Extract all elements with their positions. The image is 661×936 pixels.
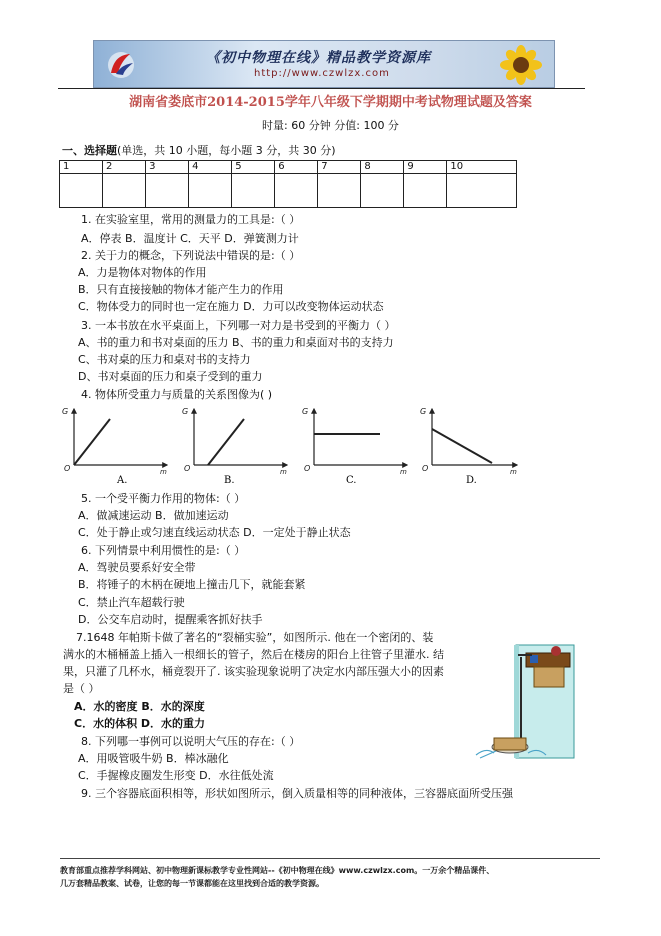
question-3: 3. 一本书放在水平桌面上，下列哪一对力是书受到的平衡力（ ） <box>81 319 396 332</box>
grid-cell: 1 <box>60 161 103 174</box>
question-2-option-a: A．力是物体对物体的作用 <box>78 266 207 279</box>
site-banner <box>93 40 555 88</box>
question-3-options-ab: A、书的重力和书对桌面的压力 B、书的重力和桌面对书的支持力 <box>78 336 394 349</box>
site-logo-icon <box>106 49 136 79</box>
answer-cell[interactable] <box>361 174 404 208</box>
question-8: 8. 下列哪一事例可以说明大气压的存在:（ ） <box>81 735 301 748</box>
pascal-barrel-illustration <box>466 643 576 761</box>
question-9: 9. 三个容器底面积相等，形状如图所示，倒入质量相等的同种液体，三容器底面所受压强 <box>81 787 513 800</box>
answer-cell[interactable] <box>60 174 103 208</box>
question-2-option-b: B．只有直接接触的物体才能产生力的作用 <box>78 283 284 296</box>
grid-cell: 9 <box>404 161 447 174</box>
banner-url[interactable]: http://www.czwlzx.com <box>254 68 390 79</box>
section-note: (单选，共 10 小题，每小题 3 分，共 30 分) <box>117 144 336 157</box>
svg-text:G: G <box>302 407 309 416</box>
grid-cell: 8 <box>361 161 404 174</box>
question-6-option-c: C．禁止汽车超载行驶 <box>78 596 185 609</box>
question-7-line-2: 满水的木桶桶盖上插入一根细长的管子，然后在楼房的阳台上往管子里灌水. 结 <box>63 648 444 661</box>
answer-grid <box>59 160 517 208</box>
question-7-line-1: 7.1648 年帕斯卡做了著名的“裂桶实验”，如图所示. 他在一个密闭的、装 <box>76 631 434 644</box>
footer-line-2: 几万套精品教案、试卷，让您的每一节课都能在这里找到合适的教学资源。 <box>60 879 324 888</box>
question-1: 1. 在实验室里，常用的测量力的工具是:（ ） <box>81 213 301 226</box>
answer-cell[interactable] <box>189 174 232 208</box>
graph-c <box>302 407 407 476</box>
question-8-options-cd: C．手握橡皮圈发生形变 D．水往低处流 <box>78 769 274 782</box>
answer-cell[interactable] <box>146 174 189 208</box>
answer-cell[interactable] <box>103 174 146 208</box>
question-7-options-cd: C．水的体积 D．水的重力 <box>74 717 206 730</box>
footer-line-1: 教育部重点推荐学科网站、初中物理新课标教学专业性网站--《初中物理在线》www.czwlzx.com。一万余个精品课件、 <box>60 866 495 875</box>
grid-cell: 2 <box>103 161 146 174</box>
svg-text:G: G <box>62 407 69 416</box>
section-title: 一、选择题 <box>62 144 117 157</box>
graph-a <box>62 407 167 476</box>
svg-text:O: O <box>184 464 191 473</box>
question-3-option-c: C、书对桌的压力和桌对书的支持力 <box>78 353 251 366</box>
graph-caption-d: D. <box>466 475 477 485</box>
graph-caption-b: B. <box>224 475 235 485</box>
answer-cell[interactable] <box>447 174 517 208</box>
gravity-mass-graphs <box>62 405 522 485</box>
graph-b <box>182 407 287 476</box>
svg-text:m: m <box>510 468 517 476</box>
section-heading <box>62 142 336 158</box>
answer-cell[interactable] <box>275 174 318 208</box>
footer-rule <box>60 858 600 859</box>
question-2: 2. 关于力的概念，下列说法中错误的是:（ ） <box>81 249 301 262</box>
question-5: 5. 一个受平衡力作用的物体:（ ） <box>81 492 246 505</box>
banner-text: 《初中物理在线》精品教学资源库 <box>206 50 431 66</box>
question-6-option-b: B．将锤子的木柄在硬地上撞击几下，就能套紧 <box>78 578 306 591</box>
svg-text:O: O <box>422 464 429 473</box>
svg-text:G: G <box>182 407 189 416</box>
answer-cell[interactable] <box>318 174 361 208</box>
question-4: 4. 物体所受重力与质量的关系图像为( ) <box>81 388 273 401</box>
grid-cell: 7 <box>318 161 361 174</box>
grid-cell: 10 <box>447 161 517 174</box>
question-6-option-d: D．公交车启动时，提醒乘客抓好扶手 <box>78 613 263 626</box>
answer-cell[interactable] <box>232 174 275 208</box>
question-8-options-ab: A．用吸管吸牛奶 B．棒冰融化 <box>78 752 229 765</box>
question-2-options-cd: C．物体受力的同时也一定在施力 D．力可以改变物体运动状态 <box>78 300 384 313</box>
grid-cell: 3 <box>146 161 189 174</box>
question-7-options-ab: A．水的密度 B．水的深度 <box>74 700 205 713</box>
svg-text:m: m <box>280 468 287 476</box>
question-3-option-d: D、书对桌面的压力和桌子受到的重力 <box>78 370 263 383</box>
svg-text:m: m <box>400 468 407 476</box>
grid-cell: 4 <box>189 161 232 174</box>
grid-cell: 5 <box>232 161 275 174</box>
graph-caption-a: A. <box>117 475 128 485</box>
svg-text:G: G <box>420 407 427 416</box>
page-title: 湖南省娄底市2014-2015学年八年级下学期期中考试物理试题及答案 <box>129 95 532 110</box>
header-rule <box>58 88 585 89</box>
page-footer <box>60 864 600 890</box>
question-7-line-3: 果，只灌了几杯水，桶竟裂开了. 该实验现象说明了决定水内部压强大小的因素 <box>63 665 444 678</box>
question-6: 6. 下列情景中利用惯性的是:（ ） <box>81 544 246 557</box>
answer-grid-header <box>60 161 517 174</box>
svg-text:O: O <box>64 464 71 473</box>
question-5-options-ab: A．做减速运动 B．做加速运动 <box>78 509 229 522</box>
exam-duration: 时量: 60 分钟 分值: 100 分 <box>262 119 399 132</box>
answer-grid-row <box>60 174 517 208</box>
answer-cell[interactable] <box>404 174 447 208</box>
graph-caption-c: C. <box>346 475 357 485</box>
question-1-options: A．停表 B．温度计 C．天平 D．弹簧测力计 <box>81 232 299 245</box>
question-6-option-a: A．驾驶员要系好安全带 <box>78 561 196 574</box>
graph-d <box>420 407 517 476</box>
svg-text:O: O <box>304 464 311 473</box>
grid-cell: 6 <box>275 161 318 174</box>
question-7-line-4: 是（ ） <box>63 682 100 695</box>
svg-text:m: m <box>160 468 167 476</box>
question-5-options-cd: C．处于静止或匀速直线运动状态 D．一定处于静止状态 <box>78 526 351 539</box>
sunflower-icon <box>498 45 544 85</box>
